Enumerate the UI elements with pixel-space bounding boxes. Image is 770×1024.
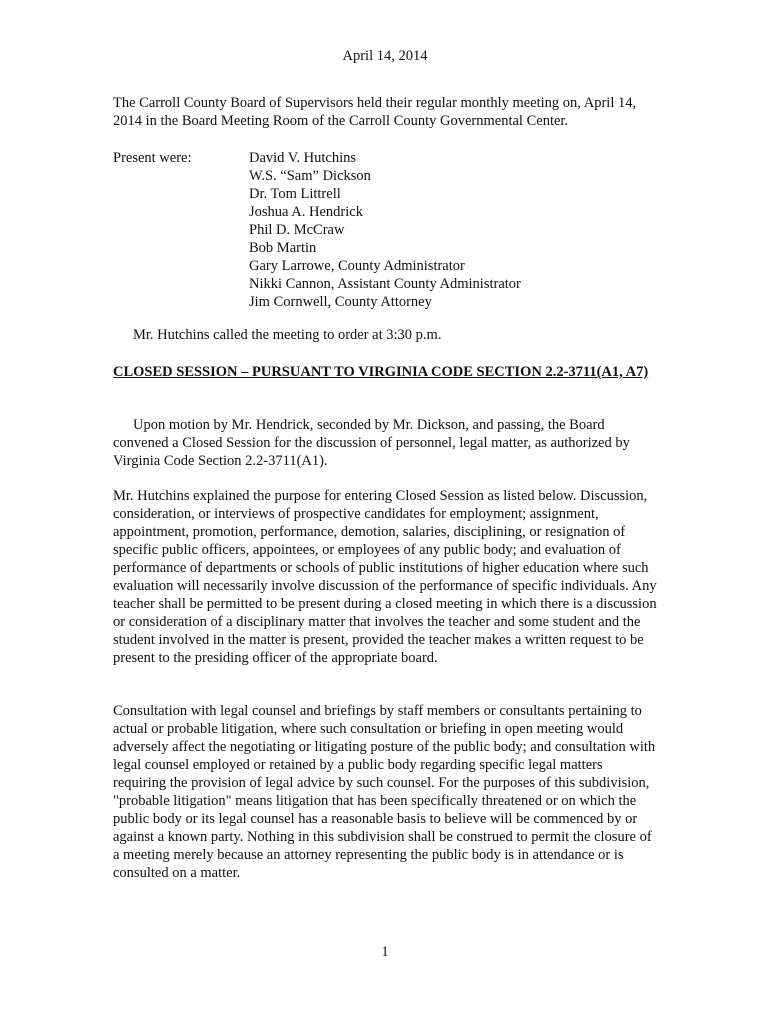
intro-paragraph: The Carroll County Board of Supervisors held their regular monthly meeting on, April 14, 2014 in the Board Meeting Room of the Carroll County Governmental Center.: [113, 95, 637, 129]
attendee-item: Phil D. McCraw: [249, 222, 345, 238]
paragraph-motion: Upon motion by Mr. Hendrick, seconded by Mr. Dickson, and passing, the Board convened a Closed Session for the discussion of personnel, legal matter, as authorized by Virginia Code Section 2.2-3711(A1).: [113, 417, 630, 469]
section-heading: CLOSED SESSION – PURSUANT TO VIRGINIA CODE SECTION 2.2-3711(A1, A7): [113, 364, 649, 380]
paragraph-closed-session-purpose: Mr. Hutchins explained the purpose for entering Closed Session as listed below. Discussion, consideration, or interviews of prospective candidates for employment; assignment, appointment, promotion, performance, demotion, salaries, disciplining, or resignation of specific public officers, appointees, or employees of any public body; and evaluation of performance of departments or schools of public institutions of higher education where such evaluation will necessarily involve discussion of the performance of specific individuals. Any teacher shall be permitted to be present during a closed meeting in which there is a discussion or consideration of a disciplinary matter that involves the teacher and some student and the student involved in the matter is present, provided the teacher makes a written request to be present to the presiding officer of the appropriate board.: [113, 488, 657, 666]
page-number: 1: [381, 944, 389, 960]
attendee-item: David V. Hutchins: [249, 150, 357, 166]
attendee-item: W.S. “Sam” Dickson: [249, 168, 371, 184]
call-to-order: Mr. Hutchins called the meeting to order at 3:30 p.m.: [133, 327, 442, 343]
attendee-item: Nikki Cannon, Assistant County Administrator: [249, 276, 521, 292]
attendee-item: Jim Cornwell, County Attorney: [249, 294, 432, 310]
attendee-item: Joshua A. Hendrick: [249, 204, 363, 220]
attendee-item: Dr. Tom Littrell: [249, 186, 341, 202]
present-label: Present were:: [113, 150, 192, 166]
date-header: April 14, 2014: [342, 48, 428, 64]
attendee-item: Gary Larrowe, County Administrator: [249, 258, 465, 274]
paragraph-legal-consultation: Consultation with legal counsel and briefings by staff members or consultants pertaining to actual or probable litigation, where such consultation or briefing in open meeting would adversely affect the negotiating or litigating posture of the public body; and consultation with legal counsel employed or retained by a public body regarding specific legal matters requiring the provision of legal advice by such counsel. For the purposes of this subdivision, "probable litigation" means litigation that has been specifically threatened or on which the public body or its legal counsel has a reasonable basis to believe will be commenced by or against a known party. Nothing in this subdivision shall be construed to permit the closure of a meeting merely because an attorney representing the public body is in attendance or is consulted on a matter.: [113, 703, 656, 881]
attendee-item: Bob Martin: [249, 240, 317, 256]
attendee-list: [249, 149, 521, 311]
